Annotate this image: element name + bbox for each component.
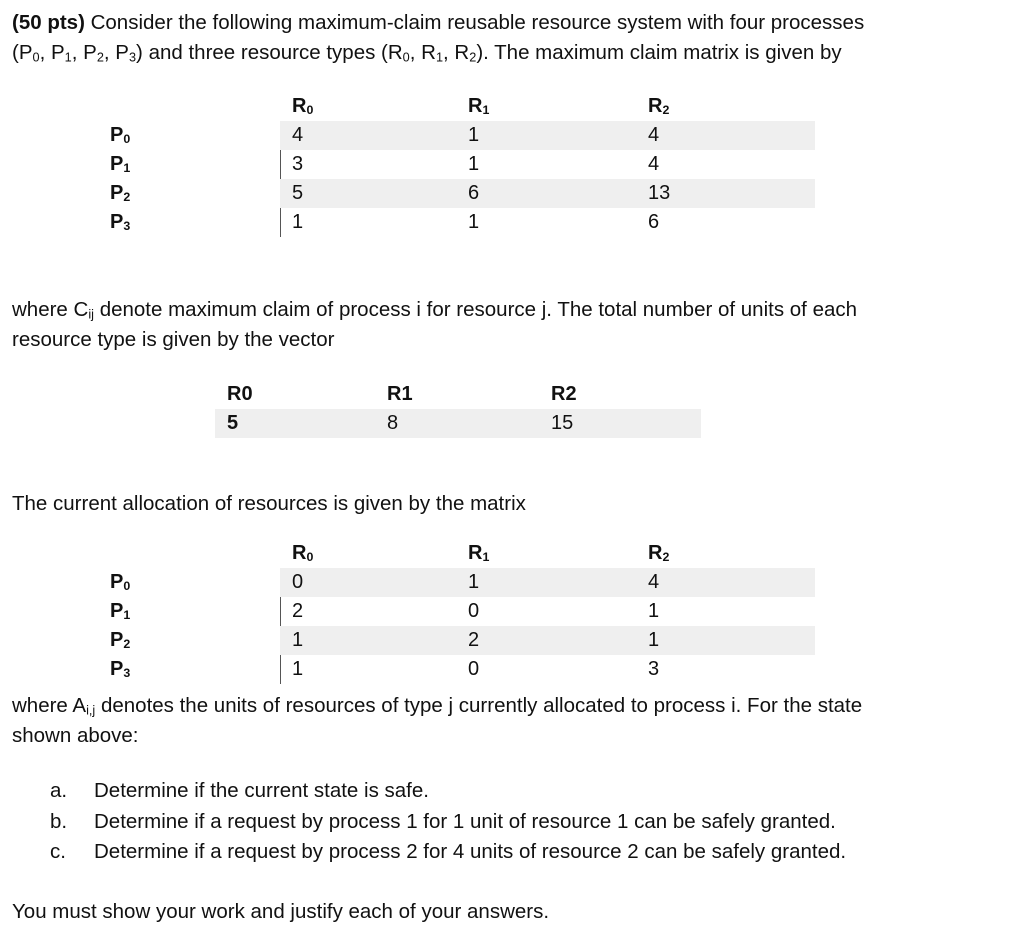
table-row	[100, 568, 815, 597]
intro-line1: Consider the following maximum-claim reusable resource system with four processes	[84, 11, 865, 34]
table-row	[100, 208, 815, 237]
table-row	[100, 150, 815, 179]
table-row	[100, 626, 815, 655]
list-item	[46, 807, 846, 838]
intro-line2: ($P_0$, $P_1$, $P_2$, $P_3$) and three resource types ($R_0$, $R_1$, $R_2$). The maximum claim matrix is given by	[12, 41, 842, 65]
question-text: Determine if a request by process 1 for 1 unit of resource 1 can be safely granted.	[94, 809, 836, 833]
allocation-col-header: $R_2$	[648, 542, 670, 565]
table-cell: 1	[292, 658, 304, 680]
vector-header: R0	[227, 383, 253, 405]
table-cell: 1	[468, 124, 480, 146]
table-cell: 4	[648, 571, 660, 593]
table-cell: 0	[468, 658, 480, 680]
table-cell: 13	[648, 182, 671, 204]
closing-instruction: You must show your work and justify each of your answers.	[12, 900, 550, 923]
vector-value-row	[215, 409, 701, 438]
table-cell: 2	[292, 600, 304, 622]
allocation-intro: The current allocation of resources is given by the matrix	[12, 492, 526, 515]
claim-description: where $C_{ij}$ denote maximum claim of process i for resource j. The total number of units of each resource type is given by the vector	[12, 298, 858, 351]
table-cell: 2	[468, 629, 480, 651]
vector-header: R1	[387, 383, 413, 405]
list-marker: a.	[50, 779, 68, 802]
allocation-description: where $A_{i,j}$ denotes the units of resources of type j currently allocated to process i. For the state shown above:	[12, 694, 863, 747]
table-cell: 4	[648, 153, 660, 175]
max-claim-col-header: $R_2$	[648, 95, 670, 118]
list-item	[46, 837, 846, 868]
list-marker: b.	[50, 809, 68, 833]
max-claim-col-header: $R_1$	[468, 95, 490, 118]
table-cell: 1	[648, 600, 660, 622]
vector-header-row	[215, 380, 701, 409]
table-cell: 6	[648, 211, 660, 233]
list-marker: c.	[50, 840, 66, 863]
table-cell: 6	[468, 182, 480, 204]
question-text: Determine if the current state is safe.	[94, 779, 429, 802]
table-row	[100, 597, 815, 626]
allocation-row-label: $P_0$	[110, 571, 131, 594]
max-claim-col-header: $R_0$	[292, 95, 314, 118]
vector-value: 15	[551, 412, 574, 434]
table-cell: 1	[648, 629, 660, 651]
vector-header: R2	[551, 383, 577, 405]
max-claim-matrix	[100, 92, 815, 237]
max-claim-row-label: $P_2$	[110, 182, 131, 205]
table-row	[100, 179, 815, 208]
max-claim-row-label: $P_1$	[110, 153, 131, 176]
total-resource-vector	[215, 380, 701, 438]
list-item	[46, 776, 846, 807]
table-cell: 1	[292, 211, 304, 233]
table-cell: 4	[292, 124, 304, 146]
vector-value: 5	[227, 412, 239, 434]
allocation-col-header: $R_0$	[292, 542, 314, 565]
table-cell: 1	[468, 211, 480, 233]
vector-value: 8	[387, 412, 399, 434]
table-cell: 3	[292, 153, 304, 175]
allocation-header-row	[100, 539, 815, 568]
question-list	[46, 776, 846, 868]
allocation-row-label: $P_3$	[110, 658, 131, 681]
table-cell: 0	[292, 571, 304, 593]
table-cell: 1	[292, 629, 304, 651]
table-cell: 3	[648, 658, 660, 680]
table-row	[100, 121, 815, 150]
table-cell: 5	[292, 182, 304, 204]
table-row	[100, 655, 815, 684]
question-text: Determine if a request by process 2 for 4 units of resource 2 can be safely granted.	[94, 840, 847, 863]
allocation-matrix	[100, 539, 815, 684]
table-cell: 4	[648, 124, 660, 146]
max-claim-header-row	[100, 92, 815, 121]
allocation-row-label: $P_2$	[110, 629, 131, 652]
max-claim-row-label: $P_3$	[110, 211, 131, 234]
max-claim-row-label: $P_0$	[110, 124, 131, 147]
table-cell: 1	[468, 571, 480, 593]
problem-intro	[12, 8, 1012, 68]
table-cell: 0	[468, 600, 480, 622]
allocation-col-header: $R_1$	[468, 542, 490, 565]
allocation-row-label: $P_1$	[110, 600, 131, 623]
table-cell: 1	[468, 153, 480, 175]
points-label: (50 pts)	[12, 11, 85, 34]
